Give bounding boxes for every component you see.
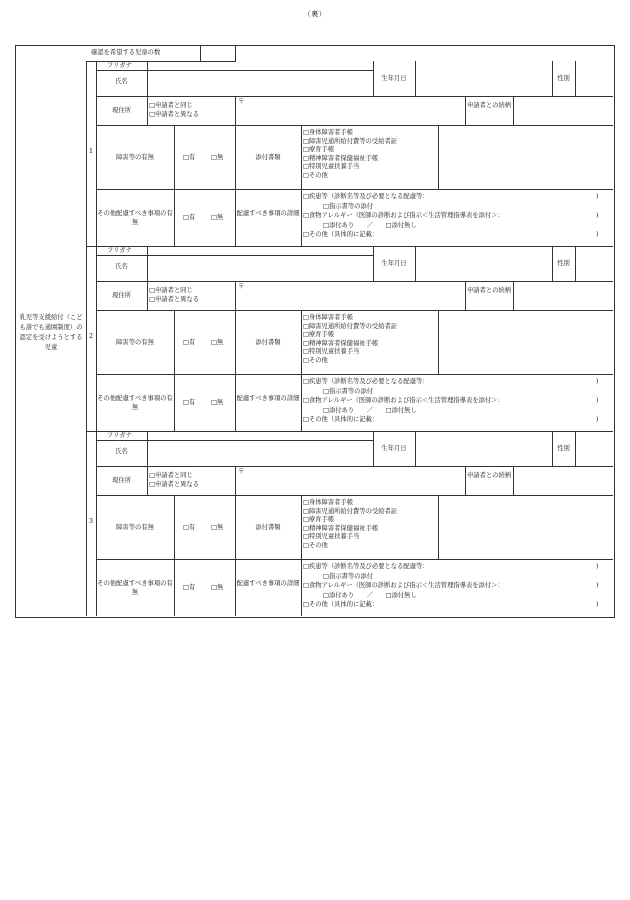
sex-label: 性別 [557,75,570,82]
attached-doc-checkbox[interactable]: □療育手帳 [303,331,335,339]
postal-mark: 〒 [238,98,245,105]
attached-doc-checkbox[interactable]: □特別児童扶養手当 [303,163,360,171]
address-label: 現住所 [112,107,131,114]
attached-docs-label: 添付書類 [255,339,281,346]
attached-doc-checkbox[interactable]: □その他 [303,542,328,549]
attached-doc-checkbox[interactable]: □療育手帳 [303,146,335,154]
child-confirmation-form [15,45,614,617]
address-input[interactable] [246,282,464,309]
attached-doc-checkbox[interactable]: □療育手帳 [303,516,335,524]
attached-docs-label: 添付書類 [255,524,281,531]
disability-label: 障害等の有無 [116,339,154,346]
consideration-no-checkbox[interactable]: □無 [211,584,224,591]
attached-doc-checkbox[interactable]: □障害児通所給付費等の受給者証 [303,322,398,330]
other-consideration-label: その他配慮すべき事項の有無 [97,580,173,596]
same-as-applicant-checkbox[interactable]: □申請者と同じ [149,287,193,294]
attached-doc-checkbox[interactable]: □その他 [303,172,328,179]
sex-label: 性別 [557,260,570,267]
consideration-yes-checkbox[interactable]: □有 [183,399,196,406]
close-paren: ) [596,212,599,219]
address-label: 現住所 [112,477,131,484]
attached-doc-checkbox[interactable]: □身体障害者手帳 [303,499,354,506]
address-input[interactable] [246,97,464,124]
birthdate-label: 生年月日 [381,260,407,267]
birthdate-label: 生年月日 [381,445,407,452]
furigana-input[interactable] [148,431,372,440]
consideration-detail-item[interactable]: □指示書等の添付 [323,202,374,210]
disability-no-checkbox[interactable]: □無 [211,524,224,531]
attached-doc-checkbox[interactable]: □精神障害者保健福祉手帳 [303,524,379,532]
attached-doc-checkbox[interactable]: □障害児通所給付費等の受給者証 [303,507,398,515]
consideration-detail-item[interactable]: □その他（具体的に記載： [303,416,379,423]
relation-input[interactable] [514,282,612,309]
address-input[interactable] [246,467,464,494]
consideration-yes-checkbox[interactable]: □有 [183,214,196,221]
postal-mark: 〒 [238,283,245,290]
page-mark: （裏） [303,10,327,18]
close-paren: ) [596,231,599,238]
sex-label: 性別 [557,445,570,452]
consideration-detail-item[interactable]: □疾患等（診断名等及び必要となる配慮等： [303,193,429,200]
relation-input[interactable] [514,467,612,494]
furigana-input[interactable] [148,61,372,70]
attached-doc-checkbox[interactable]: □身体障害者手帳 [303,314,354,321]
furigana-label: フリガナ [107,247,132,254]
attached-doc-checkbox[interactable]: □特別児童扶養手当 [303,348,360,356]
consideration-detail-item[interactable]: □添付あり ／ □添付無し [323,406,417,414]
name-input[interactable] [148,71,372,95]
same-as-applicant-checkbox[interactable]: □申請者と同じ [149,472,193,479]
diff-from-applicant-checkbox[interactable]: □申請者と異なる [149,296,200,303]
sex-input[interactable] [576,62,612,95]
birthdate-input[interactable] [416,62,551,95]
side-label: 乳児等支援給付（こども誰でも通園制度）の認定を受けようとする児童 [19,314,83,351]
furigana-label: フリガナ [107,62,132,69]
consideration-detail-label: 配慮すべき事項の詳細 [236,210,300,217]
attached-doc-checkbox[interactable]: □身体障害者手帳 [303,129,354,136]
consideration-detail-label: 配慮すべき事項の詳細 [236,580,300,587]
close-paren: ) [596,601,599,608]
child-number: 3 [88,518,93,525]
attached-doc-checkbox[interactable]: □精神障害者保健福祉手帳 [303,154,379,162]
sex-input[interactable] [576,247,612,280]
attached-docs-label: 添付書類 [255,154,281,161]
consideration-detail-item[interactable]: □食物アレルギー（医師の診断および指示＜生活管理指導表を添付＞： [303,397,504,404]
consideration-no-checkbox[interactable]: □無 [211,399,224,406]
confirm-count-label: 確認を希望する児童の数 [91,49,161,56]
child-number: 2 [88,333,93,340]
name-input[interactable] [148,256,372,280]
disability-label: 障害等の有無 [116,154,154,161]
name-label: 氏名 [115,448,128,455]
furigana-input[interactable] [148,246,372,255]
sex-input[interactable] [576,432,612,465]
close-paren: ) [596,397,599,404]
consideration-detail-item[interactable]: □指示書等の添付 [323,572,374,580]
disability-yes-checkbox[interactable]: □有 [183,154,196,161]
diff-from-applicant-checkbox[interactable]: □申請者と異なる [149,111,200,118]
address-label: 現住所 [112,292,131,299]
consideration-detail-item[interactable]: □食物アレルギー（医師の診断および指示＜生活管理指導表を添付＞： [303,582,504,589]
child-number: 1 [88,148,93,155]
consideration-detail-item[interactable]: □添付あり ／ □添付無し [323,591,417,599]
confirm-count-field[interactable] [201,46,234,60]
close-paren: ) [596,193,599,200]
consideration-detail-item[interactable]: □疾患等（診断名等及び必要となる配慮等： [303,378,429,385]
disability-no-checkbox[interactable]: □無 [211,339,224,346]
close-paren: ) [596,582,599,589]
consideration-detail-item[interactable]: □指示書等の添付 [323,387,374,395]
disability-label: 障害等の有無 [116,524,154,531]
attached-doc-checkbox[interactable]: □その他 [303,357,328,364]
same-as-applicant-checkbox[interactable]: □申請者と同じ [149,102,193,109]
other-consideration-label: その他配慮すべき事項の有無 [97,210,173,226]
name-label: 氏名 [115,78,128,85]
relation-label: 申請者との続柄 [466,287,512,294]
consideration-detail-item[interactable]: □疾患等（診断名等及び必要となる配慮等： [303,563,429,570]
attached-doc-checkbox[interactable]: □障害児通所給付費等の受給者証 [303,137,398,145]
consideration-detail-item[interactable]: □その他（具体的に記載： [303,231,379,238]
consideration-detail-item[interactable]: □添付あり ／ □添付無し [323,221,417,229]
birthdate-input[interactable] [416,432,551,465]
name-input[interactable] [148,441,372,465]
attached-doc-checkbox[interactable]: □特別児童扶養手当 [303,533,360,541]
postal-mark: 〒 [238,468,245,475]
disability-no-checkbox[interactable]: □無 [211,154,224,161]
consideration-detail-label: 配慮すべき事項の詳細 [236,395,300,402]
relation-label: 申請者との続柄 [466,102,512,109]
consideration-detail-item[interactable]: □その他（具体的に記載： [303,601,379,608]
attached-doc-checkbox[interactable]: □精神障害者保健福祉手帳 [303,339,379,347]
disability-yes-checkbox[interactable]: □有 [183,524,196,531]
close-paren: ) [596,378,599,385]
diff-from-applicant-checkbox[interactable]: □申請者と異なる [149,481,200,488]
consideration-yes-checkbox[interactable]: □有 [183,584,196,591]
name-label: 氏名 [115,263,128,270]
disability-yes-checkbox[interactable]: □有 [183,339,196,346]
relation-input[interactable] [514,97,612,124]
furigana-label: フリガナ [107,432,132,439]
birthdate-label: 生年月日 [381,75,407,82]
relation-label: 申請者との続柄 [466,472,512,479]
other-consideration-label: その他配慮すべき事項の有無 [97,395,173,411]
consideration-no-checkbox[interactable]: □無 [211,214,224,221]
close-paren: ) [596,563,599,570]
close-paren: ) [596,416,599,423]
birthdate-input[interactable] [416,247,551,280]
consideration-detail-item[interactable]: □食物アレルギー（医師の診断および指示＜生活管理指導表を添付＞： [303,212,504,219]
